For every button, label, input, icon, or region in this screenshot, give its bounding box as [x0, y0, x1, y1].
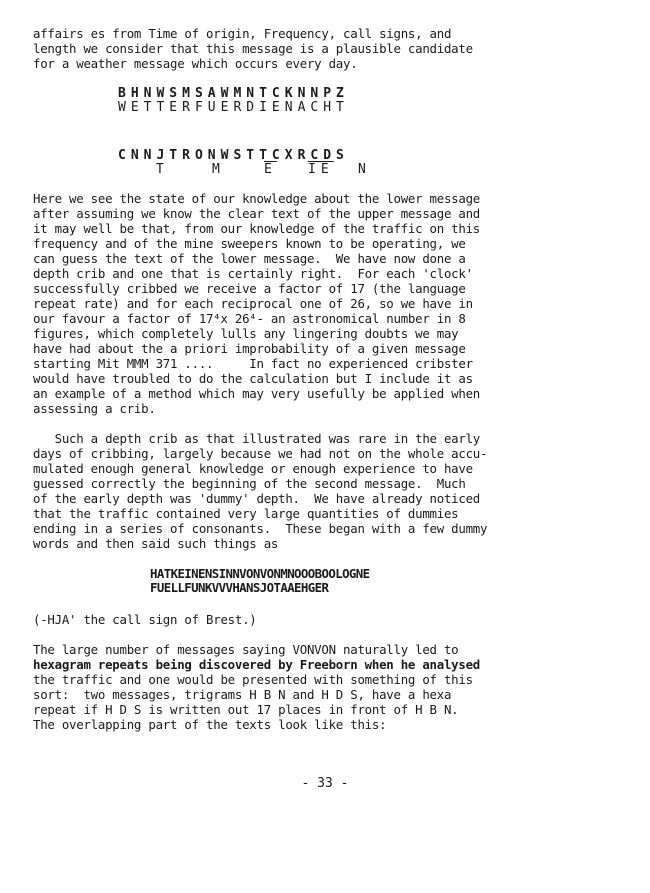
paragraph-2-line-8: repeat rate) and for each reciprocal one of 26, so we have in	[33, 296, 473, 311]
paragraph-2-line-15: assessing a crib.	[33, 401, 156, 416]
paragraph-2-line-10: figures, which completely lulls any lingering doubts we may	[33, 326, 459, 341]
dummy-text-line-1: HATKEINENSINNVONVONMNOOOBOOLOGNE	[150, 566, 370, 581]
paragraph-3-line-7: ending in a series of consonants. These began with a few dummy	[33, 521, 488, 536]
paragraph-5-line-1: The large number of messages saying VONVON naturally led to	[33, 642, 459, 657]
paragraph-3-line-4: guessed correctly the beginning of the second message. Much	[33, 476, 466, 491]
paragraph-2-line-2: after assuming we know the clear text of the upper message and	[33, 206, 481, 221]
paragraph-2-line-12: starting Mit MMM 371 .... In fact no experienced cribster	[33, 356, 473, 371]
paragraph-5-line-5: repeat if H D S is written out 17 places in front of H B N.	[33, 702, 459, 717]
paragraph-5-line-2: hexagram repeats being discovered by Freeborn when he analysed	[33, 657, 481, 672]
crib-1-upper: BHNWSMSAWMNTCKNNPZ	[118, 86, 349, 101]
paragraph-2-line-5: can guess the text of the lower message. We have now done a	[33, 251, 466, 266]
crib-1-lower: WETTERFUERDIENACHT	[118, 100, 349, 115]
paragraph-5-line-6: The overlapping part of the texts look like this:	[33, 717, 387, 732]
paragraph-2-line-7: successfully cribbed we receive a factor of 17 (the language	[33, 281, 466, 296]
paragraph-1-line-1: affairs es from Time of origin, Frequency, call signs, and	[33, 26, 452, 41]
paragraph-2-line-1: Here we see the state of our knowledge about the lower message	[33, 191, 481, 206]
paragraph-2-line-3: it may well be that, from our knowledge of the traffic on this	[33, 221, 481, 236]
paragraph-3-line-1: Such a depth crib as that illustrated was rare in the early	[33, 431, 481, 446]
crib-2-mark-1: T	[156, 162, 169, 177]
crib-2-upper: CNNJTRONWSTTCXRCDS	[118, 148, 349, 163]
paragraph-4: (-HJA' the call sign of Brest.)	[33, 612, 257, 627]
paragraph-2-line-9: our favour a factor of 17⁴x 26⁴- an astronomical number in 8	[33, 311, 466, 326]
paragraph-5-line-3: the traffic and one would be presented with something of this	[33, 672, 473, 687]
paragraph-2-line-13: would have troubled to do the calculation but I include it as	[33, 371, 473, 386]
dummy-text-line-2: FUELLFUNKVVVHANSJOTAAEHGER	[150, 580, 329, 595]
paragraph-3-line-2: days of cribbing, largely because we had not on the whole accu-	[33, 446, 488, 461]
paragraph-1-line-3: for a weather message which occurs every day.	[33, 56, 358, 71]
paragraph-3-line-8: words and then said such things as	[33, 536, 279, 551]
page-number: - 33 -	[301, 776, 349, 791]
paragraph-1-line-2: length we consider that this message is a plausible candidate	[33, 41, 473, 56]
paragraph-3-line-6: that the traffic contained very large quantities of dummies	[33, 506, 459, 521]
paragraph-3-line-5: of the early depth was 'dummy' depth. We have already noticed	[33, 491, 481, 506]
paragraph-5-line-4: sort: two messages, trigrams H B N and H D S, have a hexa	[33, 687, 452, 702]
crib-2-mark-4: $\overline{IE}$	[308, 162, 334, 177]
paragraph-2-line-14: an example of a method which may very usefully be applied when	[33, 386, 481, 401]
paragraph-3-line-3: mulated enough general knowledge or enough experience to have	[33, 461, 473, 476]
crib-2-mark-5: N	[358, 162, 371, 177]
paragraph-2-line-11: have had about the a priori improbability of a given message	[33, 341, 466, 356]
paragraph-2-line-4: frequency and of the mine sweepers known to be operating, we	[33, 236, 466, 251]
crib-2-mark-3: $\overline{E}$	[264, 162, 277, 177]
crib-2-mark-2: M	[212, 162, 225, 177]
paragraph-2-line-6: depth crib and one that is certainly right. For each 'clock'	[33, 266, 473, 281]
